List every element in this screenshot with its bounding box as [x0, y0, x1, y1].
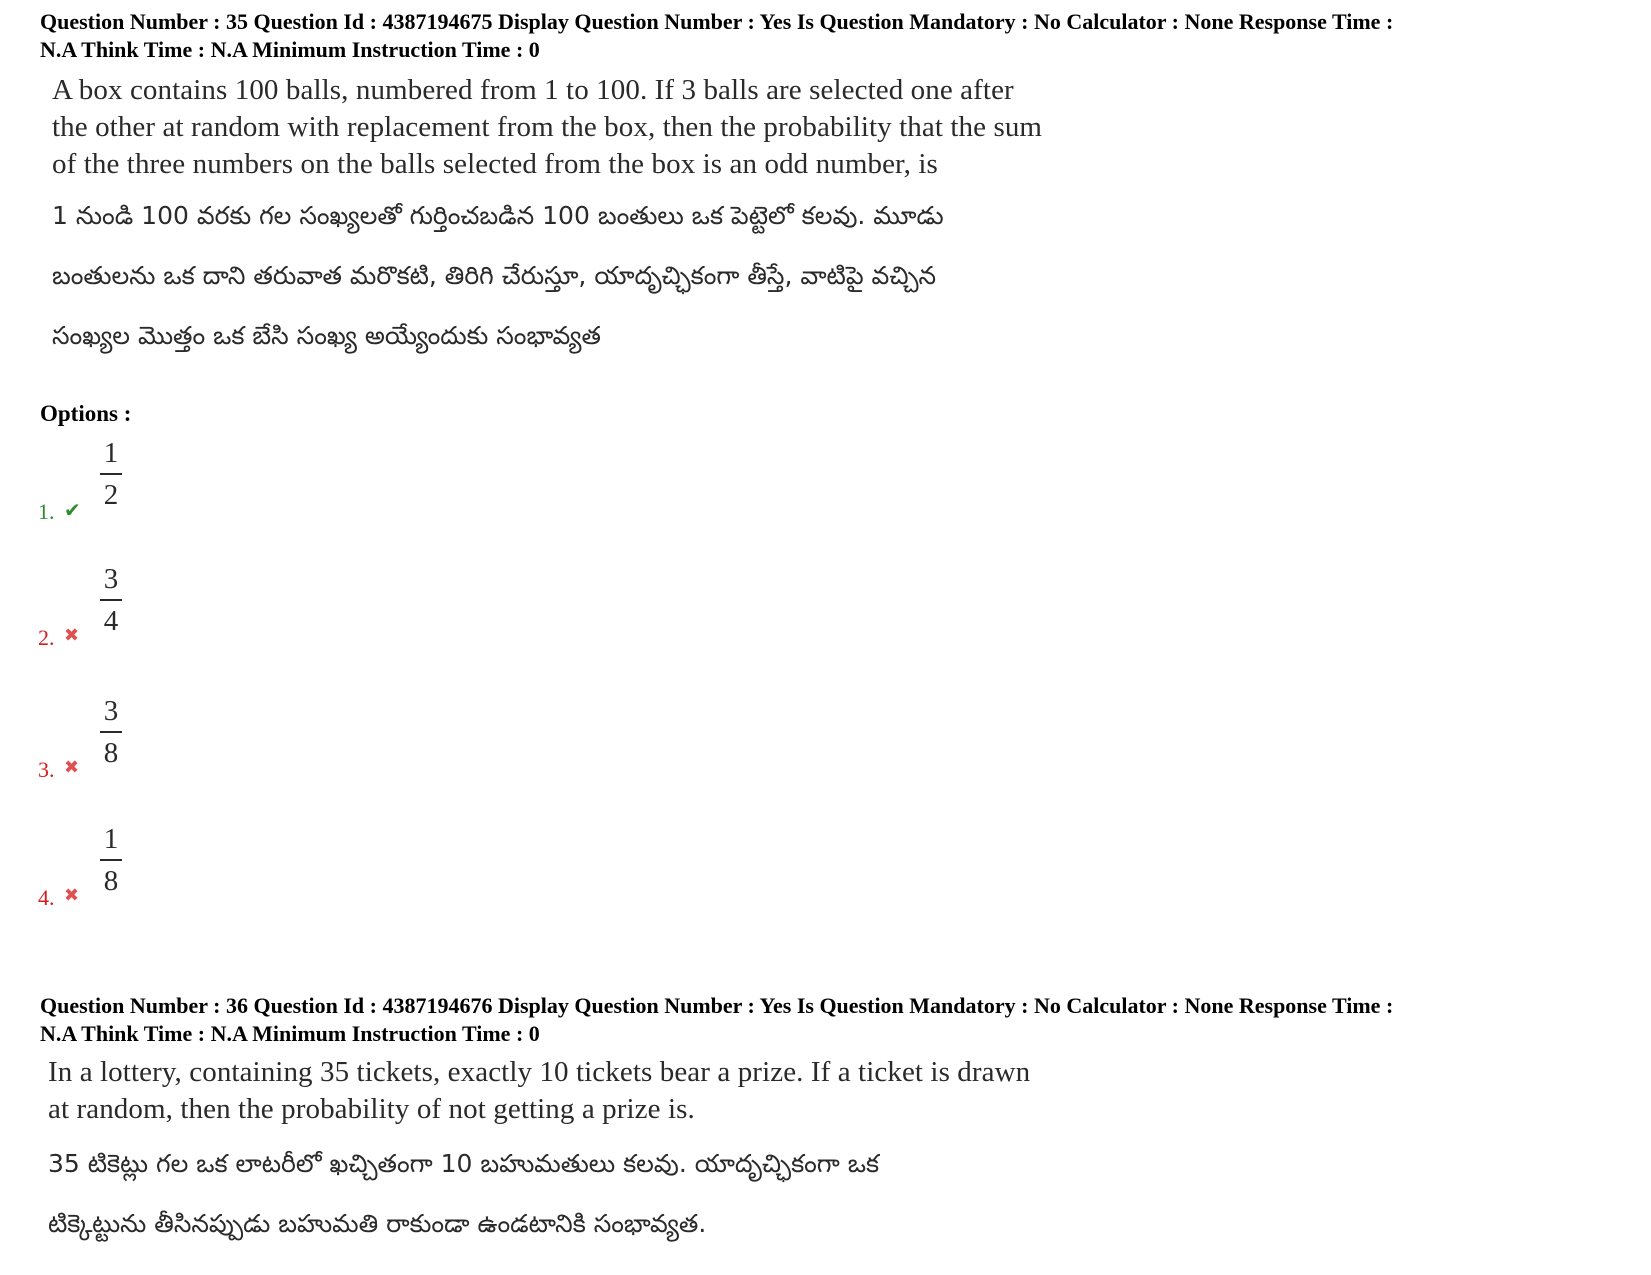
question-35-telugu-line: 1 నుండి 100 వరకు గల సంఖ్యలతో గుర్తించబడిన 100 బంతులు ఒక పెట్టెలో కలవు. మూడు	[52, 201, 944, 230]
question-36-telugu-line: టిక్కెట్టును తీసినప్పుడు బహుమతి రాకుండా ఉండటానికి సంభావ్యత.	[48, 1209, 707, 1238]
question-36-header	[40, 992, 1620, 1048]
fraction-bar	[100, 731, 122, 733]
question-35-english-line: of the three numbers on the balls selected from the box is an odd number, is	[52, 148, 938, 180]
fraction-numerator: 1	[103, 823, 119, 855]
question-36-telugu-text	[48, 1134, 1168, 1254]
question-35-english-text	[52, 72, 1152, 183]
cross-icon: ✖	[64, 625, 80, 646]
question-35-english-line: A box contains 100 balls, numbered from 1 to 100. If 3 balls are selected one after	[52, 74, 1014, 106]
options-label: Options :	[40, 401, 132, 426]
fraction-numerator: 3	[103, 563, 119, 595]
option-fraction	[98, 694, 124, 770]
check-icon: ✔	[64, 498, 81, 522]
option-fraction	[98, 562, 124, 638]
question-35-header	[40, 8, 1620, 64]
fraction-denominator: 4	[103, 605, 119, 637]
question-36-english-line: In a lottery, containing 35 tickets, exactly 10 tickets bear a prize. If a ticket is drawn	[48, 1056, 1031, 1088]
fraction-denominator: 8	[103, 865, 119, 897]
question-36-english-text	[48, 1054, 1148, 1128]
question-35-english-line: the other at random with replacement from the box, then the probability that the sum	[52, 111, 1043, 143]
option-2	[38, 562, 238, 672]
fraction-bar	[100, 599, 122, 601]
fraction-numerator: 1	[103, 437, 119, 469]
fraction-bar	[100, 473, 122, 475]
cross-icon: ✖	[64, 885, 80, 906]
question-35-header-line-1: Question Number : 35 Question Id : 4387194675 Display Question Number : Yes Is Question Mandatory : No Calculator : None Response Time :	[40, 9, 1394, 34]
option-number: 2.	[38, 625, 55, 650]
question-35-telugu-line: బంతులను ఒక దాని తరువాత మరొకటి, తిరిగి చేరుస్తూ, యాదృచ్ఛికంగా తీస్తే, వాటిపై వచ్చిన	[52, 261, 937, 290]
question-36-header-line-2: N.A Think Time : N.A Minimum Instruction Time : 0	[40, 1021, 540, 1046]
option-1	[38, 436, 238, 546]
option-fraction	[98, 436, 124, 512]
fraction-numerator: 3	[103, 695, 119, 727]
option-number: 3.	[38, 757, 55, 782]
question-35-telugu-line: సంఖ్యల మొత్తం ఒక బేసి సంఖ్య అయ్యేందుకు సంభావ్యత	[52, 321, 601, 350]
option-fraction	[98, 822, 124, 898]
option-3	[38, 694, 238, 804]
question-35-telugu-text	[52, 186, 1172, 366]
option-4	[38, 822, 238, 932]
option-number: 4.	[38, 885, 55, 910]
question-36-header-line-1: Question Number : 36 Question Id : 4387194676 Display Question Number : Yes Is Question Mandatory : No Calculator : None Response Time :	[40, 993, 1394, 1018]
cross-icon: ✖	[64, 757, 80, 778]
fraction-denominator: 8	[103, 737, 119, 769]
fraction-bar	[100, 859, 122, 861]
fraction-denominator: 2	[103, 479, 119, 511]
question-36-telugu-line: 35 టికెట్లు గల ఒక లాటరీలో ఖచ్చితంగా 10 బహుమతులు కలవు. యాదృచ్ఛికంగా ఒక	[48, 1149, 880, 1178]
option-number: 1.	[38, 499, 55, 524]
question-36-english-line: at random, then the probability of not getting a prize is.	[48, 1093, 695, 1125]
question-35-header-line-2: N.A Think Time : N.A Minimum Instruction Time : 0	[40, 37, 540, 62]
